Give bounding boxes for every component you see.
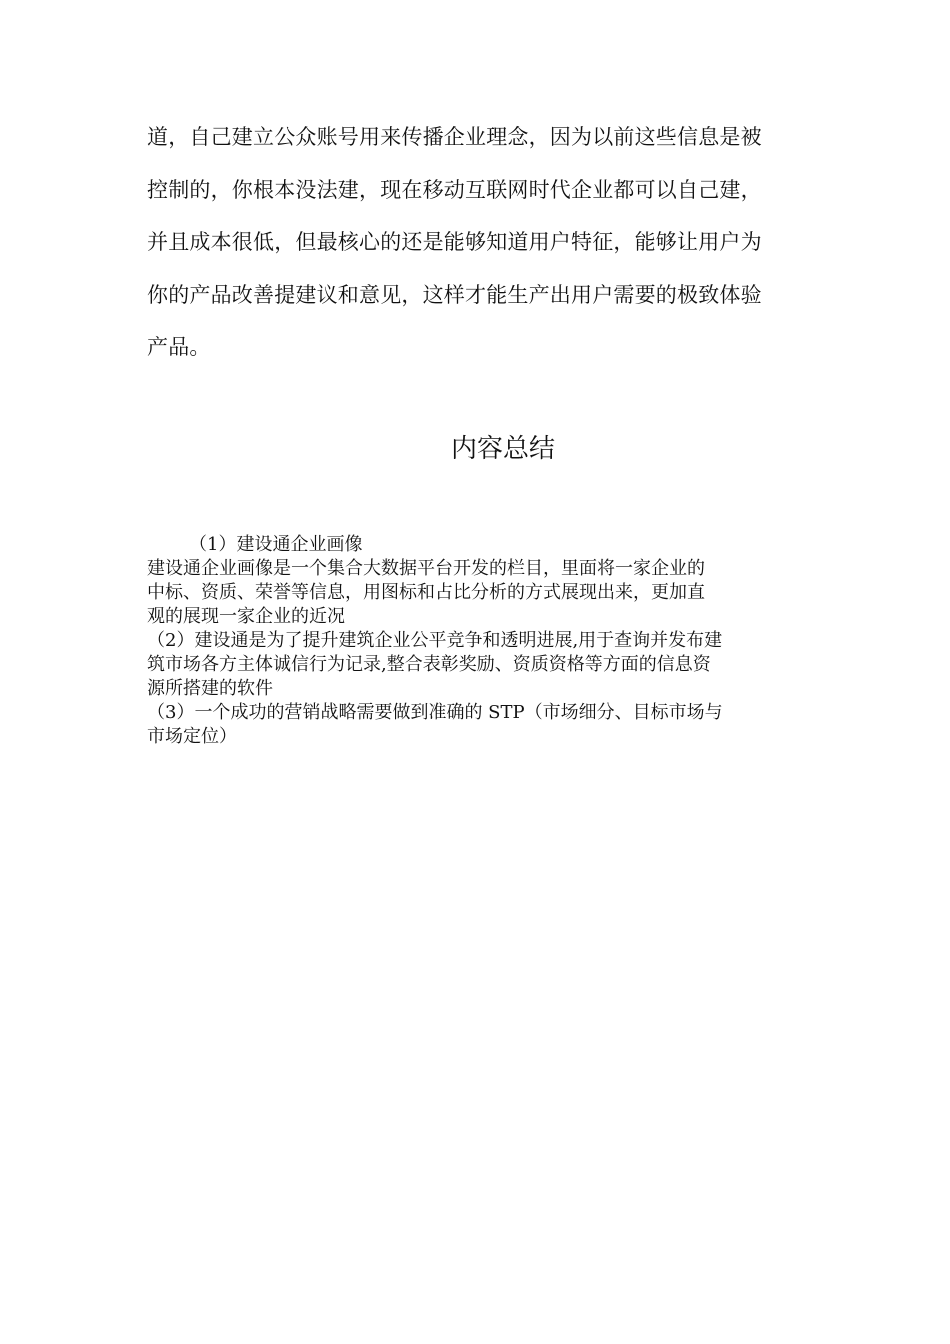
summary-line: （1）建设通企业画像 <box>189 534 363 555</box>
summary-line: （2）建设通是为了提升建筑企业公平竞争和透明进展,用于查询并发布建 <box>147 630 723 651</box>
paragraph-line: 你的产品改善提建议和意见，这样才能生产出用户需要的极致体验 <box>147 283 762 307</box>
summary-line: 源所搭建的软件 <box>147 678 273 699</box>
summary-line: 建设通企业画像是一个集合大数据平台开发的栏目，里面将一家企业的 <box>147 558 705 579</box>
paragraph-line: 控制的，你根本没法建，现在移动互联网时代企业都可以自己建， <box>147 178 762 202</box>
summary-line: 市场定位） <box>147 726 237 747</box>
paragraph-line: 道，自己建立公众账号用来传播企业理念，因为以前这些信息是被 <box>147 125 762 149</box>
summary-line: （3）一个成功的营销战略需要做到准确的 STP（市场细分、目标市场与 <box>147 702 723 723</box>
paragraph-line: 并且成本很低，但最核心的还是能够知道用户特征，能够让用户为 <box>147 230 762 254</box>
summary-line: 观的展现一家企业的近况 <box>147 606 345 627</box>
summary-title: 内容总结 <box>450 434 555 464</box>
summary-line: 筑市场各方主体诚信行为记录,整合表彰奖励、资质资格等方面的信息资 <box>147 654 711 675</box>
paragraph-line: 产品。 <box>147 335 211 359</box>
summary-line: 中标、资质、荣誉等信息，用图标和占比分析的方式展现出来，更加直 <box>147 582 705 603</box>
summary-block <box>147 533 827 749</box>
